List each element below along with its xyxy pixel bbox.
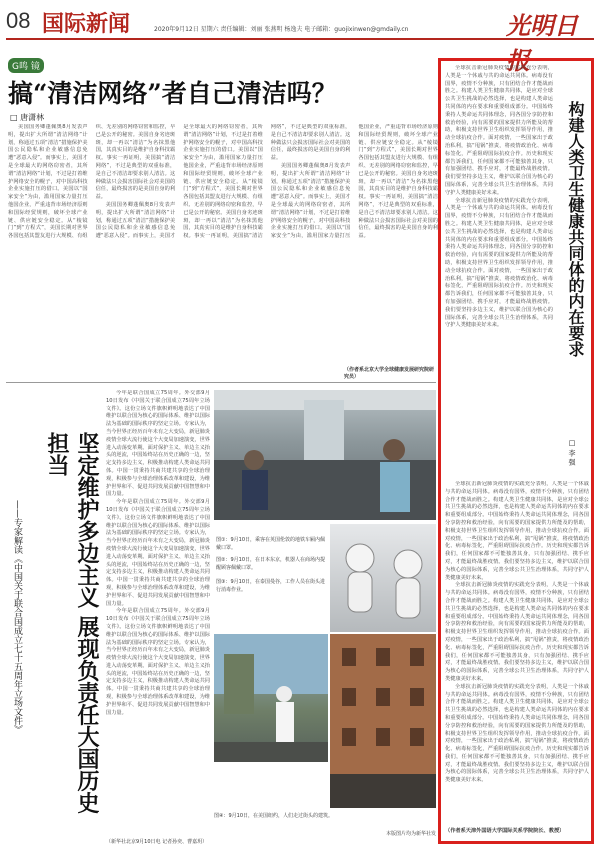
photo-disinfect xyxy=(214,634,328,762)
caption-1: 图①：9月10日，乘客在英国伦敦的地铁车厢内佩戴口罩。 xyxy=(216,537,326,551)
column-tag: G鸣 镜 xyxy=(8,58,44,73)
article2-subhead: ——专家解读《中国关于联合国成立七十五周年立场文件》 xyxy=(12,500,22,734)
article1-paragraph: 美国国务卿蓬佩奥8月发表声明，提出扩大所谓“清洁网络”计划，称通过五项“清洁”措施保护美国公民隐私和企业敏感信息免遭“恶意入侵”。而事实上，美国才是全球最大的网络窃密者，其所谓“清洁网络”计划，不过是打着维护网络安全的幌子，对中国高科技企业实施打压的借口。美国以“国家安全”为由，滥用国家力量打压他国企业，严重违背市场经济原则和国际经贸规则，破坏全球产业链、供应链安全稳定。从“棱镜门”到“方程式”，美国长期对世界各国包括其盟友进行大规模、有组织、无差别的网络窃密和监控，早已是公开的秘密。美国自身劣迹斑斑，却一再以“清洁”为名抹黑他国，其真实目的是维护自身科技霸权。事实一再证明，美国搞“清洁网络”，不过是典型的双重标准，是自己不清洁却要求别人清洁。这种做法只会损害国际社会对美国的信任，最终损害的是美国自身的利益。 xyxy=(95,124,351,240)
issue-meta: 2020年9月12日 星期六 责任编辑：刘丽 张燕明 杨逸夫 电子邮箱：guojixinwen@gmdaily.cn xyxy=(154,26,409,33)
article1-body xyxy=(8,124,438,374)
subway-photo-illustration xyxy=(214,390,436,520)
photo-building xyxy=(330,634,436,808)
photo-subway xyxy=(214,390,436,520)
disinfect-photo-illustration xyxy=(214,634,328,762)
article3-headline[interactable]: 构建人类卫生健康共同体的内在要求 xyxy=(566,101,585,357)
article2-body xyxy=(106,390,210,838)
caption-3: 图③：9月10日，在泰国曼谷，工作人员在街头进行消毒作业。 xyxy=(216,579,326,593)
article3-paragraph: 全球抗击新冠肺炎疫情的实践充分表明，人类是一个休戚与共的命运共同体。病毒没有国界，疫情不分种族，只有团结合作才能战而胜之。构建人类卫生健康共同体，是应对全球公共卫生挑战的必然选择，也是构建人类命运共同体的内在要求和重要组成部分。中国始终秉持人类命运共同体理念，同各国分享防控和救治经验，向有需要的国家提供力所能及的帮助，积极支持世界卫生组织发挥领导作用，推动全球抗疫合作。面对疫情，一些国家出于政治私利，搞“甩锅”推责，将疫情政治化、病毒标签化，严重阻碍国际抗疫合作。历史和现实都告诉我们，任何国家都不可能独善其身，只有加强团结、携手应对，才能最终战胜疫情。我们要坚持多边主义，维护以联合国为核心的国际体系，完善全球公共卫生治理体系，共同守护人类健康美好未来。 xyxy=(445,197,553,329)
article3-body-top xyxy=(445,65,553,475)
page-number: 08 xyxy=(6,8,31,33)
divider xyxy=(6,382,436,383)
article2-paragraph: 今年是联合国成立75周年。外交部9月10日发布《中国关于联合国成立75周年立场文件》。这份立场文件旗帜鲜明地表达了中国维护以联合国为核心的国际体系、维护以国际法为基础的国际秩序的坚定立场。专家认为，当今世界正经历百年未有之大变局，新冠肺炎疫情全球大流行使这个大变局加速演变，世界进入动荡变革期。面对保护主义、单边主义抬头的逆流，中国始终站在历史正确的一边，坚定支持多边主义，积极推动构建人类命运共同体。中国一贯秉持共商共建共享的全球治理观，积极参与全球治理体系改革和建设，为维护世界和平、促进共同发展贡献中国智慧和中国力量。 xyxy=(106,608,210,716)
sidebar-note-signature: （作者系北京大学全球健康发展研究院研究员） xyxy=(344,367,435,380)
photo-robot xyxy=(330,524,436,632)
article1-author: □ 唐潇林 xyxy=(10,113,45,122)
building-photo-illustration xyxy=(330,634,436,808)
article3-paragraph: 全球抗击新冠肺炎疫情的实践充分表明，人类是一个休戚与共的命运共同体。病毒没有国界，疫情不分种族，只有团结合作才能战而胜之。构建人类卫生健康共同体，是应对全球公共卫生挑战的必然选择，也是构建人类命运共同体的内在要求和重要组成部分。中国始终秉持人类命运共同体理念，同各国分享防控和救治经验，向有需要的国家提供力所能及的帮助，积极支持世界卫生组织发挥领导作用，推动全球抗疫合作。面对疫情，一些国家出于政治私利，搞“甩锅”推责，将疫情政治化、病毒标签化，严重阻碍国际抗疫合作。历史和现实都告诉我们，任何国家都不可能独善其身，只有加强团结、携手应对，才能最终战胜疫情。我们要坚持多边主义，维护以联合国为核心的国际体系，完善全球公共卫生治理体系，共同守护人类健康美好未来。 xyxy=(445,481,589,581)
robot-photo-illustration xyxy=(330,524,436,632)
article1-headline[interactable]: 搞“清洁网络”者自己清洁吗？ xyxy=(8,79,337,108)
article1-paragraph: 美国国务卿蓬佩奥8月发表声明，提出扩大所谓“清洁网络”计划，称通过五项“清洁”措施保护美国公民隐私和企业敏感信息免遭“恶意入侵”。而事实上，美国才是全球最大的网络窃密者，其所谓“清洁网络”计划，不过是打着维护网络安全的幌子，对中国高科技企业实施打压的借口。美国以“国家安全”为由，滥用国家力量打压他国企业，严重违背市场经济原则和国际经贸规则，破坏全球产业链、供应链安全稳定。从“棱镜门”到“方程式”，美国长期对世界各国包括其盟友进行大规模、有组织、无差别的网络窃密和监控，早已是公开的秘密。美国自身劣迹斑斑，却一再以“清洁”为名抹黑他国，其真实目的是维护自身科技霸权。事实一再证明，美国搞“清洁网络”，不过是典型的双重标准，是自己不清洁却要求别人清洁。这种做法只会损害国际社会对美国的信任，最终损害的是美国自身的利益。 xyxy=(8,124,176,240)
article3-author: □ 李 强 xyxy=(568,439,576,466)
article3-paragraph: 全球抗击新冠肺炎疫情的实践充分表明，人类是一个休戚与共的命运共同体。病毒没有国界，疫情不分种族，只有团结合作才能战而胜之。构建人类卫生健康共同体，是应对全球公共卫生挑战的必然选择，也是构建人类命运共同体的内在要求和重要组成部分。中国始终秉持人类命运共同体理念，同各国分享防控和救治经验，向有需要的国家提供力所能及的帮助，积极支持世界卫生组织发挥领导作用，推动全球抗疫合作。面对疫情，一些国家出于政治私利，搞“甩锅”推责，将疫情政治化、病毒标签化，严重阻碍国际抗疫合作。历史和现实都告诉我们，任何国家都不可能独善其身，只有加强团结、携手应对，才能最终战胜疫情。我们要坚持多边主义，维护以联合国为核心的国际体系，完善全球公共卫生治理体系，共同守护人类健康美好未来。 xyxy=(445,582,589,682)
newspaper-logo: 光明日报 xyxy=(506,11,578,75)
article2-byline: （新华社北京9月10日电 记者孙奕、曹嘉玥） xyxy=(106,839,208,845)
article2-paragraph: 今年是联合国成立75周年。外交部9月10日发布《中国关于联合国成立75周年立场文件》。这份立场文件旗帜鲜明地表达了中国维护以联合国为核心的国际体系、维护以国际法为基础的国际秩序的坚定立场。专家认为，当今世界正经历百年未有之大变局，新冠肺炎疫情全球大流行使这个大变局加速演变，世界进入动荡变革期。面对保护主义、单边主义抬头的逆流，中国始终站在历史正确的一边，坚定支持多边主义，积极推动构建人类命运共同体。中国一贯秉持共商共建共享的全球治理观，积极参与全球治理体系改革和建设，为维护世界和平、促进共同发展贡献中国智慧和中国力量。 xyxy=(106,499,210,607)
article2-paragraph: 今年是联合国成立75周年。外交部9月10日发布《中国关于联合国成立75周年立场文件》。这份立场文件旗帜鲜明地表达了中国维护以联合国为核心的国际体系、维护以国际法为基础的国际秩序的坚定立场。专家认为，当今世界正经历百年未有之大变局，新冠肺炎疫情全球大流行使这个大变局加速演变，世界进入动荡变革期。面对保护主义、单边主义抬头的逆流，中国始终站在历史正确的一边，坚定支持多边主义，积极推动构建人类命运共同体。中国一贯秉持共商共建共享的全球治理观，积极参与全球治理体系改革和建设，为维护世界和平、促进共同发展贡献中国智慧和中国力量。 xyxy=(106,390,210,498)
article2-headline[interactable]: 坚定维护多边主义 展现负责任大国历史担当 xyxy=(44,432,100,814)
caption-2: 图②：9月10日，在日本东京，机器人在商场内提醒顾客佩戴口罩。 xyxy=(216,557,326,571)
article3-paragraph: 全球抗击新冠肺炎疫情的实践充分表明，人类是一个休戚与共的命运共同体。病毒没有国界，疫情不分种族，只有团结合作才能战而胜之。构建人类卫生健康共同体，是应对全球公共卫生挑战的必然选择，也是构建人类命运共同体的内在要求和重要组成部分。中国始终秉持人类命运共同体理念，同各国分享防控和救治经验，向有需要的国家提供力所能及的帮助，积极支持世界卫生组织发挥领导作用，推动全球抗疫合作。面对疫情，一些国家出于政治私利，搞“甩锅”推责，将疫情政治化、病毒标签化，严重阻碍国际抗疫合作。历史和现实都告诉我们，任何国家都不可能独善其身，只有加强团结、携手应对，才能最终战胜疫情。我们要坚持多边主义，维护以联合国为核心的国际体系，完善全球公共卫生治理体系，共同守护人类健康美好未来。 xyxy=(445,683,589,784)
article3-body-bottom xyxy=(445,481,589,821)
featured-article-box xyxy=(438,58,594,844)
article1-paragraph: 美国国务卿蓬佩奥8月发表声明，提出扩大所谓“清洁网络”计划，称通过五项“清洁”措施保护美国公民隐私和企业敏感信息免遭“恶意入侵”。而事实上，美国才是全球最大的网络窃密者，其所谓“清洁网络”计划，不过是打着维护网络安全的幌子，对中国高科技企业实施打压的借口。美国以“国家安全”为由，滥用国家力量打压他国企业，严重违背市场经济原则和国际经贸规则，破坏全球产业链、供应链安全稳定。从“棱镜门”到“方程式”，美国长期对世界各国包括其盟友进行大规模、有组织、无差别的网络窃密和监控，早已是公开的秘密。美国自身劣迹斑斑，却一再以“清洁”为名抹黑他国，其真实目的是维护自身科技霸权。事实一再证明，美国搞“清洁网络”，不过是典型的双重标准，是自己不清洁却要求别人清洁。这种做法只会损害国际社会对美国的信任，最终损害的是美国自身的利益。 xyxy=(270,124,438,240)
section-title: 国际新闻 xyxy=(42,11,131,37)
caption-4: 图④：9月10日，在美国纽约，人们走过街头的建筑。 xyxy=(214,813,334,819)
photo-credit: 本版图片均为新华社发 xyxy=(385,831,436,837)
article3-paragraph: 全球抗击新冠肺炎疫情的实践充分表明，人类是一个休戚与共的命运共同体。病毒没有国界，疫情不分种族，只有团结合作才能战而胜之。构建人类卫生健康共同体，是应对全球公共卫生挑战的必然选择，也是构建人类命运共同体的内在要求和重要组成部分。中国始终秉持人类命运共同体理念，同各国分享防控和救治经验，向有需要的国家提供力所能及的帮助，积极支持世界卫生组织发挥领导作用，推动全球抗疫合作。面对疫情，一些国家出于政治私利，搞“甩锅”推责，将疫情政治化、病毒标签化，严重阻碍国际抗疫合作。历史和现实都告诉我们，任何国家都不可能独善其身，只有加强团结、携手应对，才能最终战胜疫情。我们要坚持多边主义，维护以联合国为核心的国际体系，完善全球公共卫生治理体系，共同守护人类健康美好未来。 xyxy=(445,65,553,196)
article3-signature: （作者系天津外国语大学国际关系学院院长、教授） xyxy=(445,828,565,834)
